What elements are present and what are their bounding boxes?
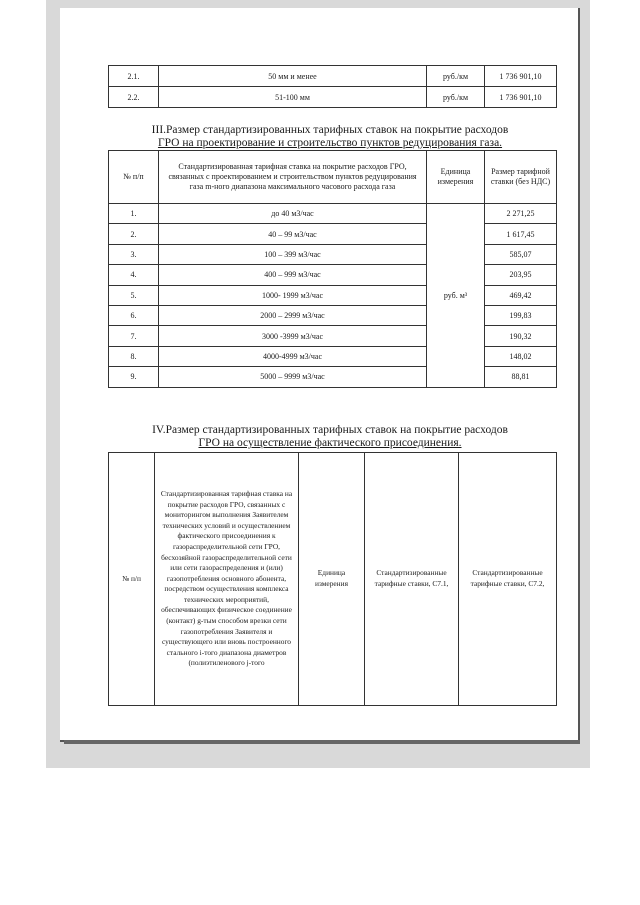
rate-value: 585,07 — [485, 244, 557, 264]
table-row — [109, 346, 557, 366]
table-row — [109, 204, 557, 224]
pipeline-rate-table — [108, 65, 557, 108]
table-row — [109, 87, 557, 108]
header-unit: Единица измерения — [427, 151, 485, 204]
section-4-title-line1: IV.Размер стандартизированных тарифных ставок на покрытие расходов — [152, 424, 508, 436]
table-row — [109, 66, 557, 87]
section-4-title-line2: ГРО на осуществление фактического присоединения. — [198, 437, 462, 449]
rate-value: 88,81 — [485, 367, 557, 387]
table-row — [109, 265, 557, 285]
flow-range: 40 – 99 м3/час — [159, 224, 427, 244]
flow-range: 4000-4999 м3/час — [159, 346, 427, 366]
flow-range: 400 – 999 м3/час — [159, 265, 427, 285]
rate-value: 190,32 — [485, 326, 557, 346]
row-number: 2.2. — [109, 87, 159, 108]
diameter-range: 51-100 мм — [159, 87, 427, 108]
rate-value: 469,42 — [485, 285, 557, 305]
unit-cell: руб. м³ — [427, 204, 485, 388]
flow-range: 2000 – 2999 м3/час — [159, 305, 427, 325]
flow-range: до 40 м3/час — [159, 204, 427, 224]
row-number: 5. — [109, 285, 159, 305]
table-row — [109, 285, 557, 305]
header-unit: Единица измерения — [299, 453, 365, 706]
table-row — [109, 224, 557, 244]
row-number: 2. — [109, 224, 159, 244]
header-rate-c72: Стандартизированные тарифные ставки, С7.2, — [459, 453, 557, 706]
gas-reduction-rate-table — [108, 150, 557, 388]
rate-value: 2 271,25 — [485, 204, 557, 224]
table-row — [109, 244, 557, 264]
header-description: Стандартизированная тарифная ставка на покрытие расходов ГРО, связанных с мониторингом выполнения Заявителем технических условий и осуществлением фактического присоединения к газораспределительной сети ГРО, бесхозяйной газораспределительной сети или сети газораспределения и (или) газопотребления основного абонента, посредством осуществления комплекса технических мероприятий, обеспечивающих физическое соединение (контакт) g-тым способом врезки сети газопотребления Заявителя и существующего или вновь построенного стального i-того диапазона диаметров (полиэтиленового j-того — [155, 453, 299, 706]
row-number: 2.1. — [109, 66, 159, 87]
header-description: Стандартизированная тарифная ставка на покрытие расходов ГРО, связанных с проектированием и строительством пунктов редуцирования газа m-ного диапазона максимального часового расхода газа — [159, 151, 427, 204]
diameter-range: 50 мм и менее — [159, 66, 427, 87]
rate-value: 1 617,45 — [485, 224, 557, 244]
rate-value: 1 736 901,10 — [485, 66, 557, 87]
section-4-heading — [100, 424, 560, 450]
unit-cell: руб./км — [427, 66, 485, 87]
table-header-row — [109, 453, 557, 706]
flow-range: 1000- 1999 м3/час — [159, 285, 427, 305]
header-rate: Размер тарифной ставки (без НДС) — [485, 151, 557, 204]
rate-value: 148,02 — [485, 346, 557, 366]
header-number: № п/п — [109, 151, 159, 204]
rate-value: 199,83 — [485, 305, 557, 325]
section-3-title-line1: III.Размер стандартизированных тарифных ставок на покрытие расходов — [151, 124, 509, 136]
row-number: 9. — [109, 367, 159, 387]
row-number: 3. — [109, 244, 159, 264]
actual-connection-rate-table — [108, 452, 557, 706]
table-row — [109, 367, 557, 387]
section-3-heading — [100, 124, 560, 150]
unit-cell: руб./км — [427, 87, 485, 108]
row-number: 7. — [109, 326, 159, 346]
table-row — [109, 305, 557, 325]
flow-range: 5000 – 9999 м3/час — [159, 367, 427, 387]
table-header-row — [109, 151, 557, 204]
rate-value: 203,95 — [485, 265, 557, 285]
header-rate-c71: Стандартизированные тарифные ставки, С7.1, — [365, 453, 459, 706]
rate-value: 1 736 901,10 — [485, 87, 557, 108]
row-number: 4. — [109, 265, 159, 285]
table-row — [109, 326, 557, 346]
section-3-title-line2: ГРО на проектирование и строительство пунктов редуцирования газа. — [157, 137, 503, 149]
row-number: 8. — [109, 346, 159, 366]
flow-range: 100 – 399 м3/час — [159, 244, 427, 264]
flow-range: 3000 -3999 м3/час — [159, 326, 427, 346]
header-number: № п/п — [109, 453, 155, 706]
row-number: 1. — [109, 204, 159, 224]
page-bottom-edge — [64, 740, 580, 744]
row-number: 6. — [109, 305, 159, 325]
